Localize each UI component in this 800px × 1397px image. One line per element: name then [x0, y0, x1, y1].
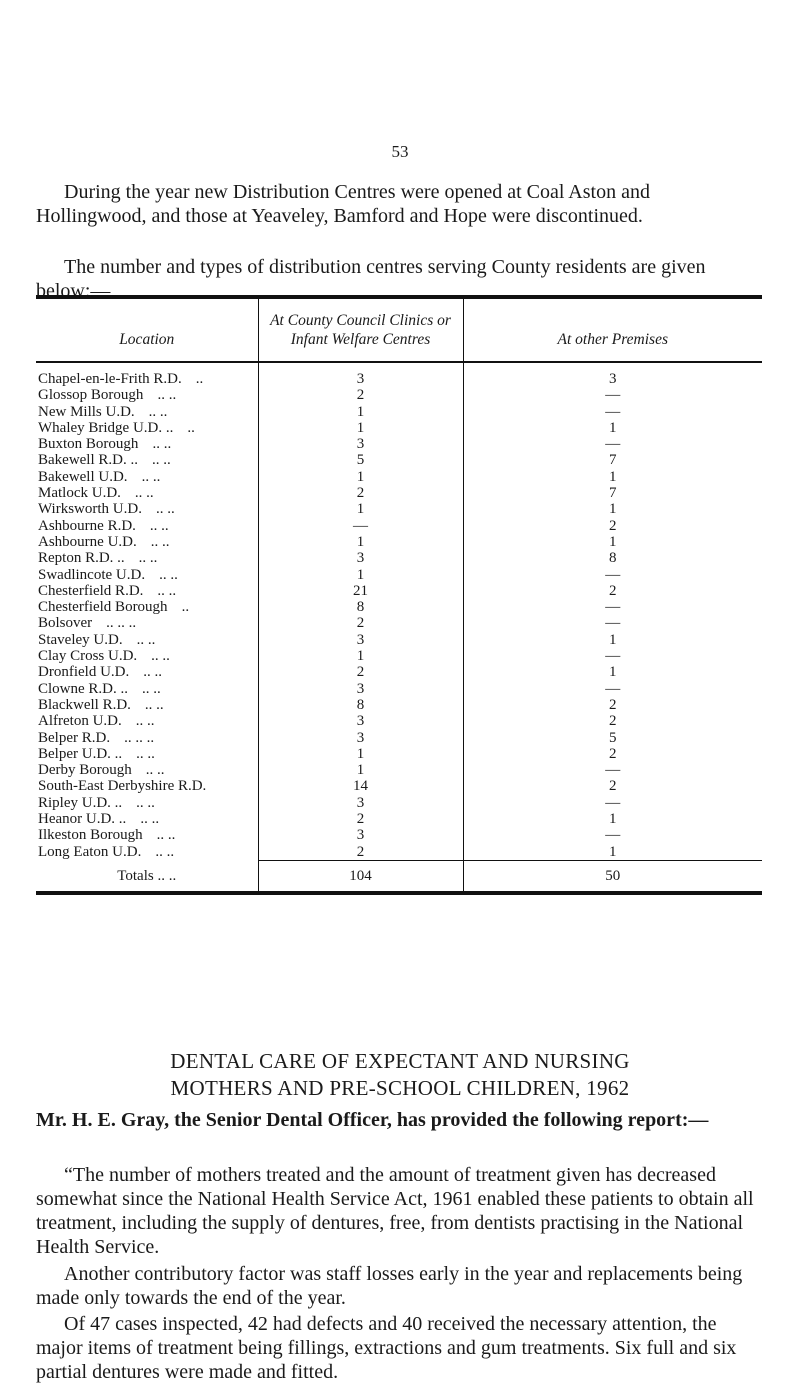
other-premises-count-cell: — [605, 615, 621, 632]
other-premises-count-cell: 2 [609, 582, 617, 599]
table-row [36, 420, 762, 436]
clinics-count-cell: 3 [258, 550, 463, 566]
location-cell [36, 485, 258, 501]
location-name: Glossop Borough [38, 387, 144, 404]
location-name: Ashbourne U.D. [38, 533, 137, 550]
table-row [36, 713, 762, 729]
location-cell [36, 469, 258, 485]
clinics-count-cell: 3 [258, 632, 463, 648]
clinics-count-cell: 2 [258, 664, 463, 680]
table-row [36, 469, 762, 485]
location-cell [36, 387, 258, 403]
location-cell [36, 518, 258, 534]
dot-leader: .. .. [138, 550, 158, 567]
location-cell [36, 811, 258, 827]
clinics-count-cell: 1 [258, 746, 463, 762]
clinics-count-cell: 2 [258, 844, 463, 861]
table-row [36, 599, 762, 615]
location-cell [36, 534, 258, 550]
table-row [36, 501, 762, 517]
location-name: Chapel-en-le-Frith R.D. [38, 371, 182, 387]
report-intro: Mr. H. E. Gray, the Senior Dental Officer, has provided the following report:— [36, 1109, 709, 1131]
dot-leader: .. .. [145, 762, 165, 779]
clinics-count-cell: 2 [258, 615, 463, 631]
totals-row [36, 860, 762, 893]
table-row [36, 534, 762, 550]
location-name: Ilkeston Borough [38, 827, 143, 844]
table-row [36, 485, 762, 501]
dot-leader: .. .. [136, 794, 155, 811]
clinics-count-cell: 1 [258, 762, 463, 778]
location-name: Bolsover [38, 615, 93, 632]
clinics-count-cell: 1 [258, 404, 463, 420]
table-row [36, 762, 762, 778]
table-row [36, 567, 762, 583]
dot-leader: .. .. [151, 648, 170, 665]
totals-clinics: 104 [258, 860, 463, 893]
location-cell [36, 436, 258, 452]
location-name: Belper R.D. [38, 729, 111, 746]
table-row [36, 811, 762, 827]
table-row [36, 778, 762, 794]
other-premises-count-cell: — [605, 680, 621, 697]
table-row [36, 681, 762, 697]
dot-leader: .. .. [141, 468, 161, 485]
location-cell [36, 730, 258, 746]
dot-leader: .. [187, 419, 195, 436]
other-premises-count-cell: — [605, 599, 621, 616]
location-cell [36, 550, 258, 566]
location-cell [36, 452, 258, 468]
section-heading-line-2: MOTHERS AND PRE-SCHOOL CHILDREN, 1962 [170, 1076, 630, 1100]
location-cell [36, 501, 258, 517]
clinics-count-cell: 5 [258, 452, 463, 468]
location-name: Dronfield U.D. [38, 664, 130, 681]
other-premises-count-cell: 1 [609, 501, 617, 518]
other-premises-count-cell: — [605, 794, 621, 811]
clinics-count-cell: 1 [258, 469, 463, 485]
dot-leader: .. .. [155, 843, 175, 860]
location-name: Whaley Bridge U.D. .. [38, 419, 174, 436]
dot-leader: .. .. [152, 436, 172, 453]
table-body [36, 362, 762, 860]
location-name: Alfreton U.D. [38, 713, 122, 730]
clinics-count-cell: 8 [258, 697, 463, 713]
location-name: Blackwell R.D. [38, 696, 131, 713]
clinics-count-cell: 3 [258, 681, 463, 697]
table-row [36, 697, 762, 713]
dot-leader: .. .. [157, 582, 177, 599]
location-name: Clay Cross U.D. [38, 648, 138, 665]
dot-leader: .. .. [136, 745, 155, 762]
report-paragraph-2: Another contributory factor was staff losses early in the year and replacements being made only towards the end of the year. [36, 1263, 743, 1309]
location-cell [36, 567, 258, 583]
other-premises-count-cell: 3 [609, 371, 617, 387]
other-premises-count-cell: — [605, 436, 621, 453]
location-cell [36, 362, 258, 387]
clinics-count-cell: 1 [258, 501, 463, 517]
location-name: Swadlincote U.D. [38, 566, 146, 583]
clinics-count-cell: 3 [258, 362, 463, 387]
dot-leader: .. .. [159, 566, 178, 583]
dot-leader: .. [195, 371, 204, 387]
report-paragraph-1: “The number of mothers treated and the amount of treatment given has decreased somewhat since the National Health Service Act, 1961 enabled these patients to obtain all treatment, including the supply of dentures, free, from dentists practising in the National Health Service. [36, 1164, 754, 1258]
location-cell [36, 778, 258, 794]
location-cell [36, 762, 258, 778]
other-premises-count-cell: 1 [609, 419, 617, 436]
other-premises-count-cell: 2 [609, 517, 617, 534]
table-row [36, 583, 762, 599]
table-header-row [36, 297, 762, 362]
page-number: 53 [391, 142, 409, 161]
other-premises-count-cell: — [605, 648, 621, 665]
totals-leader: .. [168, 867, 177, 884]
other-premises-count-cell: — [605, 403, 621, 420]
location-name: Staveley U.D. [38, 631, 123, 648]
table-row [36, 827, 762, 843]
totals-label [36, 860, 258, 893]
location-cell [36, 615, 258, 631]
dot-leader: .. .. [148, 403, 168, 420]
other-premises-count-cell: 1 [609, 468, 617, 485]
other-premises-count-cell: 7 [609, 452, 617, 469]
other-premises-count-cell: — [605, 827, 621, 844]
location-name: Bakewell R.D. .. [38, 452, 138, 469]
table-row [36, 387, 762, 403]
table-row [36, 550, 762, 566]
location-name: Bakewell U.D. [38, 468, 128, 485]
dot-leader: .. .. .. [124, 729, 155, 746]
report-paragraph-3: Of 47 cases inspected, 42 had defects and 40 received the necessary attention, the major items of treatment being fillings, extractions and gum treatments. Six full and six partial dentures were made and fitted. [36, 1313, 737, 1383]
clinics-count-cell: 1 [258, 648, 463, 664]
location-name: Chesterfield R.D. [38, 582, 144, 599]
location-cell [36, 713, 258, 729]
distribution-centres-table [36, 295, 762, 895]
clinics-count-cell: 14 [258, 778, 463, 794]
other-premises-count-cell: 2 [609, 778, 617, 795]
other-premises-count-cell: 2 [609, 696, 617, 713]
table-row [36, 404, 762, 420]
location-cell [36, 844, 258, 861]
location-name: South-East Derbyshire R.D. [38, 778, 207, 795]
clinics-count-cell: 3 [258, 713, 463, 729]
section-heading-line-1: DENTAL CARE OF EXPECTANT AND NURSING [170, 1049, 630, 1073]
table-row [36, 452, 762, 468]
clinics-count-cell: 8 [258, 599, 463, 615]
location-name: Matlock U.D. [38, 485, 121, 502]
dot-leader: .. [181, 599, 190, 616]
location-column-header: Location [119, 331, 175, 348]
clinics-count-cell: 3 [258, 827, 463, 843]
dot-leader: .. .. [151, 452, 171, 469]
dot-leader: .. .. [156, 827, 176, 844]
clinics-count-cell: — [258, 518, 463, 534]
dot-leader: .. .. [136, 631, 156, 648]
other-premises-count-cell: — [605, 387, 621, 404]
table-row [36, 844, 762, 861]
clinics-column-header: At County Council Clinics or Infant Welfare Centres [258, 297, 463, 362]
clinics-count-cell: 3 [258, 730, 463, 746]
table-row [36, 648, 762, 664]
location-cell [36, 404, 258, 420]
location-cell [36, 648, 258, 664]
location-cell [36, 632, 258, 648]
table-row [36, 436, 762, 452]
dot-leader: .. .. [157, 387, 177, 404]
dot-leader: .. .. [135, 713, 155, 730]
location-cell [36, 795, 258, 811]
location-name: Wirksworth U.D. [38, 501, 142, 518]
location-name: Repton R.D. .. [38, 550, 125, 567]
dot-leader: .. .. [142, 680, 161, 697]
location-cell [36, 583, 258, 599]
location-name: Derby Borough [38, 762, 132, 779]
dot-leader: .. .. [140, 811, 160, 828]
other-premises-count-cell: 8 [609, 550, 617, 567]
table-row [36, 362, 762, 387]
dot-leader: .. .. [150, 533, 170, 550]
location-cell [36, 664, 258, 680]
clinics-count-cell: 1 [258, 420, 463, 436]
other-premises-count-cell: — [605, 566, 621, 583]
intro-paragraph-1: During the year new Distribution Centres were opened at Coal Aston and Hollingwood, and those at Yeaveley, Bamford and Hope were discontinued. [36, 181, 650, 227]
other-premises-column-header: At other Premises [557, 331, 668, 348]
other-premises-count-cell: 1 [609, 843, 617, 860]
location-name: Chesterfield Borough [38, 599, 168, 616]
other-premises-count-cell: 5 [609, 729, 617, 746]
clinics-count-cell: 2 [258, 387, 463, 403]
dot-leader: .. .. [155, 501, 175, 518]
location-name: Ripley U.D. .. [38, 794, 123, 811]
other-premises-count-cell: 1 [609, 533, 617, 550]
location-name: Clowne R.D. .. [38, 680, 128, 697]
location-cell [36, 599, 258, 615]
location-cell [36, 681, 258, 697]
location-cell [36, 827, 258, 843]
clinics-count-cell: 3 [258, 795, 463, 811]
clinics-count-cell: 1 [258, 534, 463, 550]
totals-other: 50 [463, 860, 762, 893]
location-cell [36, 746, 258, 762]
clinics-count-cell: 2 [258, 811, 463, 827]
location-name: Heanor U.D. .. [38, 811, 127, 828]
table-row [36, 730, 762, 746]
other-premises-count-cell: — [605, 762, 621, 779]
section-heading [36, 1048, 764, 1102]
table-row [36, 518, 762, 534]
other-premises-count-cell: 2 [609, 745, 617, 762]
location-name: New Mills U.D. [38, 403, 135, 420]
table-row [36, 632, 762, 648]
location-name: Long Eaton U.D. [38, 843, 142, 860]
dot-leader: .. .. .. [106, 615, 137, 632]
totals-label-text: Totals .. [117, 867, 165, 884]
location-name: Belper U.D. .. [38, 745, 123, 762]
other-premises-count-cell: 2 [609, 713, 617, 730]
location-name: Ashbourne R.D. [38, 517, 136, 534]
clinics-count-cell: 3 [258, 436, 463, 452]
dot-leader: .. .. [144, 696, 164, 713]
other-premises-count-cell: 1 [609, 631, 617, 648]
clinics-count-cell: 2 [258, 485, 463, 501]
other-premises-count-cell: 7 [609, 485, 617, 502]
location-name: Buxton Borough [38, 436, 139, 453]
dot-leader: .. .. [143, 664, 162, 681]
clinics-count-cell: 1 [258, 567, 463, 583]
clinics-count-cell: 21 [258, 583, 463, 599]
other-premises-count-cell: 1 [609, 664, 617, 681]
location-cell [36, 697, 258, 713]
other-premises-count-cell: 1 [609, 811, 617, 828]
table-row [36, 664, 762, 680]
dot-leader: .. .. [134, 485, 154, 502]
table-row [36, 615, 762, 631]
dot-leader: .. .. [149, 517, 169, 534]
location-cell [36, 420, 258, 436]
table-row [36, 795, 762, 811]
intro-paragraph-2: The number and types of distribution centres serving County residents are given below:— [36, 256, 706, 302]
table-row [36, 746, 762, 762]
